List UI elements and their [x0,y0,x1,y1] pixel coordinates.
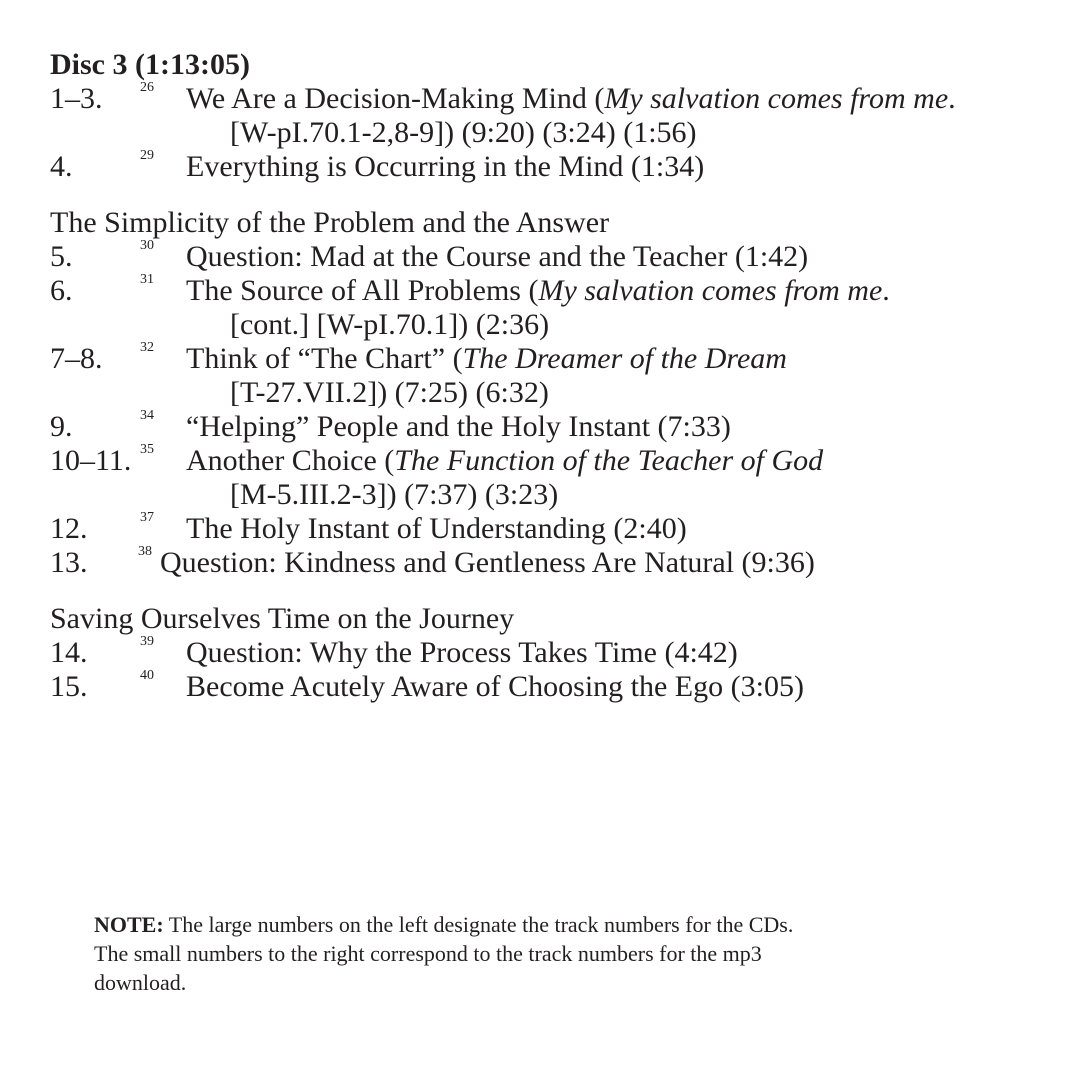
track-entry [50,342,1050,410]
cd-track-number: 14. [50,636,88,669]
track-entry [50,410,1050,444]
track-title [186,342,787,376]
track-entry [50,240,1050,274]
cd-track-number: 6. [50,274,73,307]
cd-track-number: 5. [50,240,73,273]
track-title [186,82,956,116]
track-reference: [T-27.VII.2]) (7:25) (6:32) [230,376,549,409]
track-title-text: Another Choice ( [186,444,395,477]
sections-container [50,82,1050,704]
track-title-end: . [882,274,890,307]
track-title-text: The Source of All Problems ( [186,274,539,307]
mp3-track-number: 40 [140,668,154,683]
note-line-2: The small numbers to the right correspond to the track numbers for the mp3 [94,941,762,966]
track-listing [50,48,1050,704]
track-title-text: Become Acutely Aware of Choosing the Ego (3:05) [186,670,804,703]
track-entry [50,636,1050,670]
track-title-text: We Are a Decision-Making Mind ( [186,82,605,115]
section-heading: The Simplicity of the Problem and the Answer [50,206,610,239]
mp3-track-number: 30 [140,238,154,253]
track-title [186,274,890,308]
track-title-end: . [948,82,956,115]
cd-track-number: 1–3. [50,82,103,115]
track-title-text: Everything is Occurring in the Mind (1:34) [186,150,705,183]
track-title [186,240,808,274]
track-reference: [W-pI.70.1-2,8-9]) (9:20) (3:24) (1:56) [230,116,697,149]
note-line-1: The large numbers on the left designate the track numbers for the CDs. [163,912,794,937]
source-title: The Function of the Teacher of God [394,444,824,477]
track-title [186,636,738,670]
cd-track-number: 7–8. [50,342,103,375]
track-reference: [cont.] [W-pI.70.1]) (2:36) [230,308,550,341]
disc-title: Disc 3 (1:13:05) [50,48,250,81]
cd-track-number: 4. [50,150,73,183]
mp3-track-number: 35 [140,442,154,457]
note-block [94,910,994,997]
mp3-track-number: 32 [140,340,154,355]
track-title [186,444,823,478]
track-title [186,150,704,184]
mp3-track-number: 38 [138,544,152,559]
cd-track-number: 12. [50,512,88,545]
track-title [186,670,804,704]
track-title-text: Question: Kindness and Gentleness Are Natural (9:36) [160,546,815,579]
track-title-text: Think of “The Chart” ( [186,342,463,375]
track-reference: [M-5.III.2-3]) (7:37) (3:23) [230,478,559,511]
track-title [160,546,815,580]
source-title: My salvation comes from me [604,82,949,115]
note-line-3: download. [94,970,187,995]
section-heading: Saving Ourselves Time on the Journey [50,602,515,635]
track-title-text: The Holy Instant of Understanding (2:40) [186,512,687,545]
mp3-track-number: 37 [140,510,154,525]
mp3-track-number: 29 [140,148,154,163]
mp3-track-number: 26 [140,80,154,95]
track-title-text: Question: Mad at the Course and the Teacher (1:42) [186,240,809,273]
track-title [186,512,687,546]
mp3-track-number: 31 [140,272,154,287]
track-entry [50,444,1050,512]
source-title: My salvation comes from me [538,274,883,307]
track-entry [50,546,1050,580]
track-entry [50,512,1050,546]
track-entry [50,82,1050,150]
cd-track-number: 10–11. [50,444,132,477]
cd-track-number: 9. [50,410,73,443]
cd-track-number: 13. [50,546,88,579]
note-label: NOTE: [94,912,164,937]
track-title-text: Question: Why the Process Takes Time (4:42) [186,636,738,669]
cd-track-number: 15. [50,670,88,703]
track-title [186,410,731,444]
source-title: The Dreamer of the Dream [462,342,787,375]
mp3-track-number: 39 [140,634,154,649]
track-entry [50,274,1050,342]
track-title-text: “Helping” People and the Holy Instant (7:33) [186,410,731,443]
mp3-track-number: 34 [140,408,154,423]
track-entry [50,150,1050,184]
track-entry [50,670,1050,704]
